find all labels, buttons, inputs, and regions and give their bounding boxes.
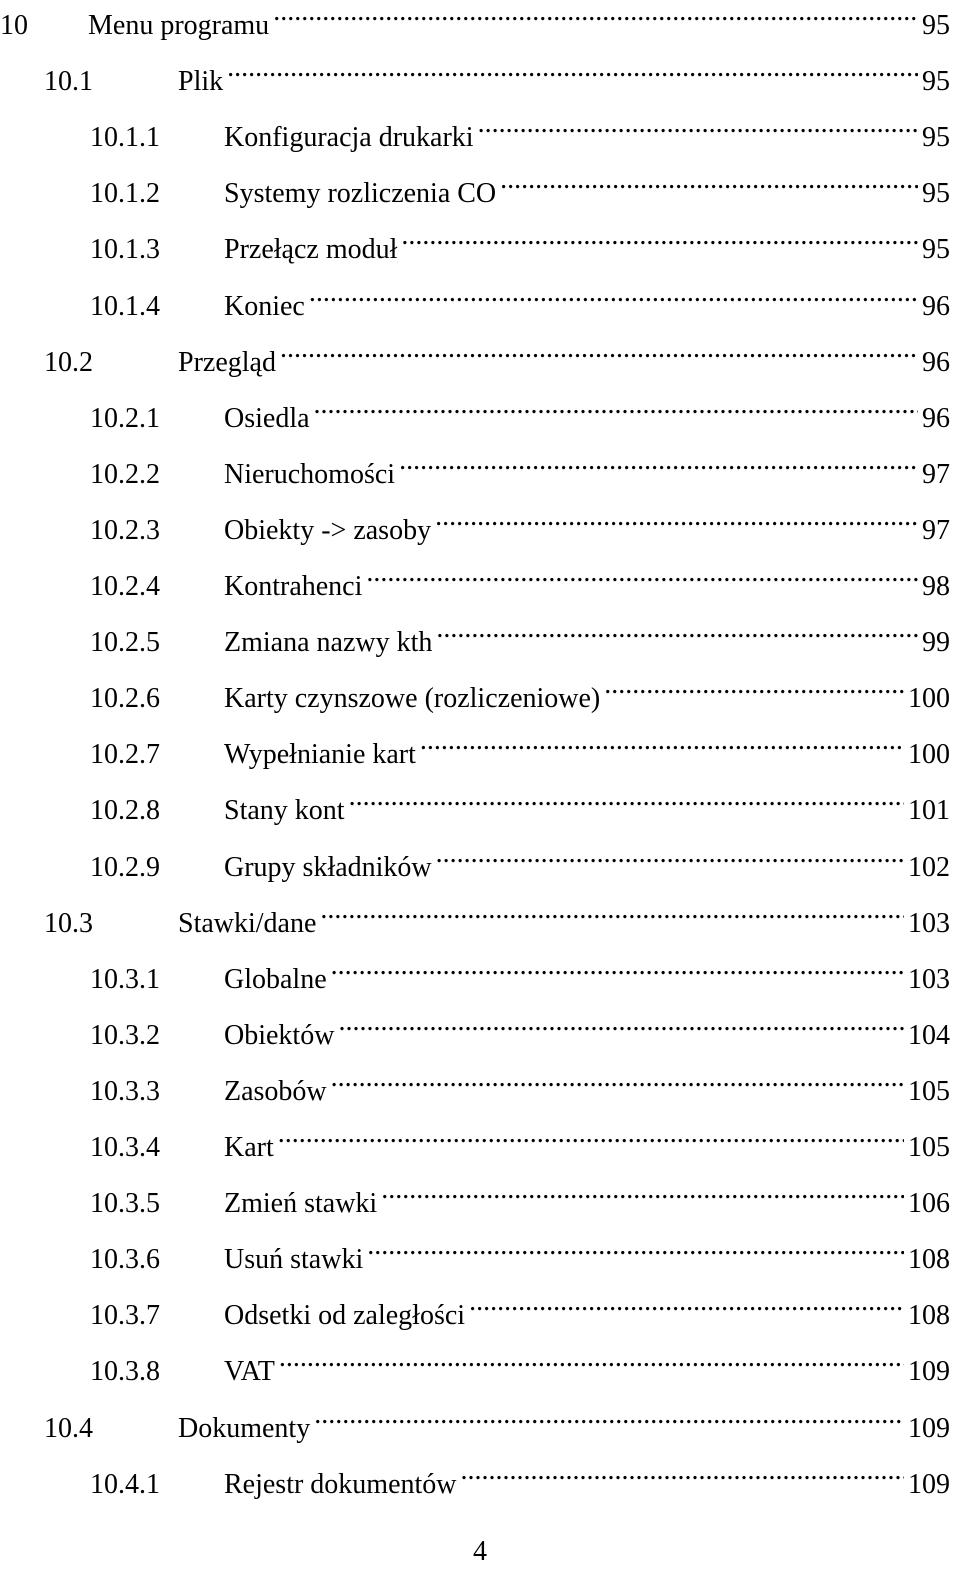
toc-entry-page: 108	[908, 1244, 950, 1276]
toc-entry-page: 109	[908, 1468, 950, 1500]
dot-leader	[469, 1284, 904, 1324]
toc-entry-number: 10.3.2	[90, 1019, 160, 1051]
toc-entry-page: 100	[908, 683, 950, 715]
toc-entry-title: Przełącz moduł	[224, 234, 398, 266]
dot-leader	[500, 162, 918, 202]
toc-entry-title: Plik	[178, 66, 224, 98]
toc-entry-title: Zasobów	[224, 1075, 327, 1107]
toc-entry[interactable]	[90, 218, 950, 266]
toc-entry-page: 100	[908, 739, 950, 771]
toc-entry[interactable]	[90, 275, 950, 322]
toc-entry[interactable]	[90, 499, 950, 546]
toc-entry[interactable]	[90, 1284, 950, 1332]
toc-entry-number: 10.1.1	[90, 122, 160, 154]
toc-entry-number: 10.1.3	[90, 234, 160, 266]
toc-entry-page: 96	[922, 290, 950, 322]
dot-leader	[436, 611, 918, 651]
toc-entry[interactable]	[90, 723, 950, 771]
toc-entry-page: 97	[922, 458, 950, 490]
toc-entry-page: 104	[908, 1019, 950, 1051]
toc-entry-page: 106	[908, 1188, 950, 1220]
toc-entry[interactable]	[90, 948, 950, 995]
toc-entry-page: 95	[922, 10, 950, 41]
toc-entry-number: 10.2.5	[90, 627, 160, 659]
toc-entry-title: Kart	[224, 1132, 274, 1163]
dot-leader	[399, 443, 918, 483]
toc-entry[interactable]	[90, 106, 950, 154]
toc-entry-number: 10.3.7	[90, 1300, 160, 1332]
toc-entry[interactable]	[44, 1397, 950, 1444]
toc-entry-number: 10.2	[44, 346, 93, 378]
toc-entry[interactable]	[90, 667, 950, 715]
dot-leader	[273, 0, 918, 34]
toc-entry-title: Usuń stawki	[224, 1244, 364, 1276]
toc-entry-number: 10.2.6	[90, 683, 160, 715]
toc-entry-title: Przegląd	[178, 346, 276, 378]
toc-entry-title: Wypełnianie kart	[224, 739, 416, 771]
toc-entry-number: 10.2.8	[90, 795, 160, 827]
dot-leader	[309, 275, 918, 315]
toc-entry[interactable]	[90, 611, 950, 659]
toc-entry-title: Nieruchomości	[224, 458, 396, 490]
toc-entry-title: Dokumenty	[178, 1412, 311, 1444]
toc-entry-number: 10.1	[44, 66, 93, 98]
toc-entry-title: Karty czynszowe (rozliczeniowe)	[224, 683, 601, 715]
toc-entry[interactable]	[90, 1004, 950, 1051]
dot-leader	[381, 1172, 904, 1212]
toc-entry-page: 109	[908, 1356, 950, 1388]
toc-entry-number: 10.1.2	[90, 178, 160, 210]
toc-entry-title: Globalne	[224, 963, 327, 995]
toc-entry-page: 95	[922, 66, 950, 98]
toc-entry[interactable]	[90, 443, 950, 490]
dot-leader	[227, 50, 918, 90]
dot-leader	[436, 836, 904, 876]
toc-entry-number: 10.2.2	[90, 458, 160, 490]
dot-leader	[320, 892, 904, 932]
toc-entry[interactable]	[90, 1116, 950, 1163]
dot-leader	[349, 779, 904, 819]
dot-leader	[331, 1060, 904, 1100]
toc-entry-page: 96	[922, 402, 950, 434]
toc-entry-number: 10.3.8	[90, 1356, 160, 1388]
toc-entry-page: 98	[922, 571, 950, 602]
toc-entry-title: Rejestr dokumentów	[224, 1468, 457, 1500]
toc-entry-title: VAT	[224, 1356, 275, 1388]
toc-entry-page: 105	[908, 1075, 950, 1107]
toc-entry-title: Grupy składników	[224, 851, 432, 883]
dot-leader	[280, 331, 918, 371]
dot-leader	[604, 667, 904, 707]
toc-entry[interactable]	[44, 331, 950, 378]
toc-entry-page: 95	[922, 234, 950, 266]
toc-entry-page: 95	[922, 178, 950, 210]
toc-entry-number: 10.4.1	[90, 1468, 160, 1500]
dot-leader	[435, 499, 918, 539]
toc-entry-title: Koniec	[224, 290, 305, 322]
toc-entry[interactable]	[90, 555, 950, 602]
toc-entry-title: Kontrahenci	[224, 571, 363, 602]
toc-entry-title: Obiekty -> zasoby	[224, 514, 432, 546]
dot-leader	[461, 1453, 904, 1493]
toc-entry-number: 10	[0, 10, 28, 41]
dot-leader	[401, 218, 918, 258]
toc-entry-title: Osiedla	[224, 402, 310, 434]
toc-entry[interactable]	[90, 836, 950, 883]
dot-leader	[279, 1340, 904, 1380]
dot-leader	[478, 106, 918, 146]
toc-entry-number: 10.1.4	[90, 290, 160, 322]
dot-leader	[314, 1397, 904, 1437]
toc-entry-number: 10.2.9	[90, 851, 160, 883]
dot-leader	[278, 1116, 904, 1156]
toc-entry-title: Menu programu	[88, 10, 270, 41]
toc-entry-page: 105	[908, 1132, 950, 1163]
toc-entry-number: 10.3.4	[90, 1132, 160, 1163]
toc-entry-number: 10.2.1	[90, 402, 160, 434]
toc-entry-number: 10.3.5	[90, 1188, 160, 1220]
toc-entry-title: Zmień stawki	[224, 1188, 378, 1220]
toc-entry-number: 10.2.4	[90, 571, 160, 602]
toc-entry-page: 103	[908, 963, 950, 995]
toc-entry-page: 95	[922, 122, 950, 154]
toc-entry-page: 96	[922, 346, 950, 378]
toc-entry[interactable]	[44, 50, 950, 98]
toc-entry[interactable]	[90, 162, 950, 210]
toc-entry-number: 10.4	[44, 1412, 93, 1444]
dot-leader	[331, 948, 904, 988]
toc-entry[interactable]	[90, 1228, 950, 1276]
toc-entry-page: 102	[908, 851, 950, 883]
toc-entry-title: Stawki/dane	[178, 907, 317, 939]
toc-entry-title: Systemy rozliczenia CO	[224, 178, 497, 210]
toc-entry-page: 99	[922, 627, 950, 659]
toc-entry-number: 10.3.1	[90, 963, 160, 995]
toc-entry[interactable]	[90, 1172, 950, 1220]
toc-entry[interactable]	[90, 1060, 950, 1107]
toc-entry[interactable]	[0, 0, 950, 41]
toc-entry-number: 10.3.6	[90, 1244, 160, 1276]
toc-entry[interactable]	[90, 1340, 950, 1388]
toc-entry-number: 10.3.3	[90, 1075, 160, 1107]
toc-entry-page: 103	[908, 907, 950, 939]
toc-entry[interactable]	[44, 892, 950, 939]
toc-entry-page: 97	[922, 514, 950, 546]
dot-leader	[366, 555, 918, 595]
toc-entry-title: Konfiguracja drukarki	[224, 122, 474, 154]
toc-entry-page: 108	[908, 1300, 950, 1332]
toc-entry-number: 10.3	[44, 907, 93, 939]
toc-entry-number: 10.2.7	[90, 739, 160, 771]
toc-entry-page: 101	[908, 795, 950, 827]
dot-leader	[338, 1004, 904, 1044]
dot-leader	[314, 387, 918, 427]
toc-entry-title: Zmiana nazwy kth	[224, 627, 433, 659]
page-number: 4	[473, 1536, 487, 1567]
toc-entry[interactable]	[90, 1453, 950, 1500]
toc-entry-title: Stany kont	[224, 795, 345, 827]
dot-leader	[367, 1228, 904, 1268]
toc-entry-title: Obiektów	[224, 1019, 335, 1051]
toc-entry[interactable]	[90, 779, 950, 827]
toc-entry-page: 109	[908, 1412, 950, 1444]
dot-leader	[420, 723, 904, 763]
toc-entry-number: 10.2.3	[90, 514, 160, 546]
toc-entry[interactable]	[90, 387, 950, 434]
toc-entry-title: Odsetki od zaległości	[224, 1300, 466, 1332]
